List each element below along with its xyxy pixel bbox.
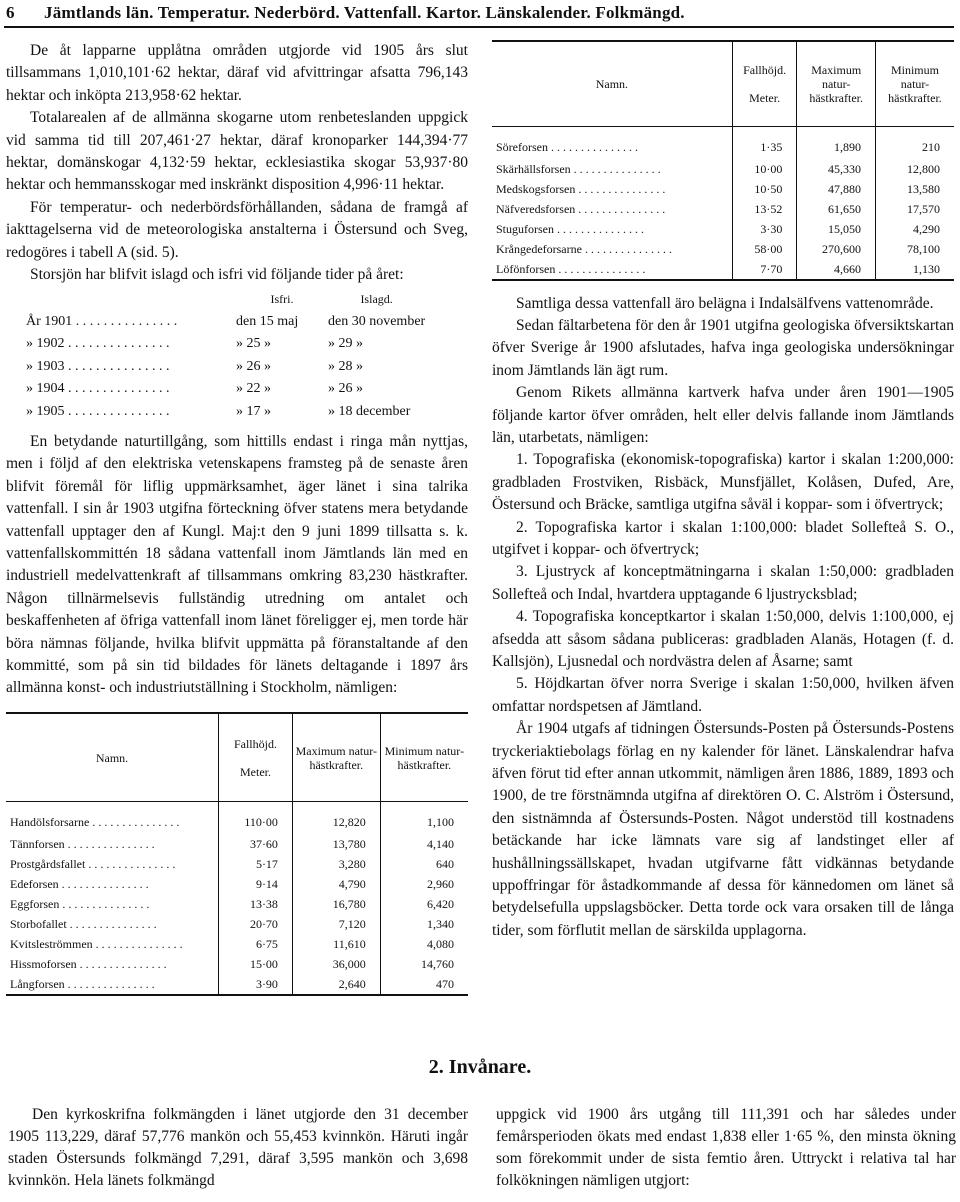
cell-name: Edeforsen [10, 877, 59, 892]
col-min: Minimum natur- hästkrafter. [875, 42, 954, 126]
ice-islagd: » 26 » [328, 381, 363, 397]
cell-name: Krångedeforsarne [496, 241, 582, 256]
cell-name: Långforsen [10, 977, 65, 992]
ice-isfri: » 25 » [236, 336, 271, 352]
bottom-right-column [496, 1104, 956, 1192]
ice-table [26, 288, 425, 422]
col-fall [219, 714, 293, 802]
cell-max: 15,050 [797, 219, 876, 239]
table-row [492, 219, 954, 239]
page-number: 6 [6, 3, 15, 22]
table-row [6, 934, 468, 954]
page-header [4, 2, 954, 28]
ice-row [26, 333, 425, 355]
cell-fall: 110·00 [219, 802, 293, 835]
waterfall-table-left [6, 712, 468, 997]
ice-table-header [26, 288, 425, 310]
cell-min: 470 [380, 974, 468, 994]
bottom-left-column [8, 1104, 468, 1192]
ice-isfri: » 26 » [236, 358, 271, 374]
col-fall-label: Fallhöjd. [233, 736, 277, 751]
col-name: Namn. [6, 714, 219, 802]
cell-fall: 10·50 [732, 179, 797, 199]
cell-fall: 58·00 [732, 239, 797, 259]
ice-isfri: » 17 » [236, 403, 271, 419]
paragraph-forest-areas: Totalarealen af de allmänna skogarne utom renbeteslanden uppgick vid samma tid till 207,461·27 hektar, däraf kronoparker 144,394·77 hektar, domänskogar 4,132·59 hektar, ecklesiastika skogar 53,937·80 hektar och hemmansskogar med inskränkt disposition 4,996·11 hektar. [6, 109, 468, 194]
cell-max: 16,780 [292, 894, 380, 914]
map-item: 2. Topografiska kartor i skalan 1:100,000: bladet Sollefteå S. O., utgifvet i koppar- och öfvertryck; [492, 518, 954, 558]
col-fall-unit: Meter. [239, 764, 271, 779]
waterfall-table [492, 42, 954, 279]
cell-min: 1,100 [380, 802, 468, 835]
paragraph-indalsalven: Samtliga dessa vattenfall äro belägna i Indalsälfvens vattenområde. [516, 294, 934, 312]
ice-row [26, 401, 425, 423]
cell-fall: 3·30 [732, 219, 797, 239]
cell-fall: 13·38 [219, 894, 293, 914]
table-row [492, 199, 954, 219]
cell-min: 12,800 [875, 159, 954, 179]
col-fall [732, 42, 797, 126]
paragraph-calendar: År 1904 utgafs af tidningen Östersunds-Posten på Östersunds-Postens tryckeriaktiebolags förlag en ny kalender för länet. Länskalendrar hafva äfven förut tid efter annan utkommit, nämligen åren 1886, 1889, 1893 och 1900, de tre förstnämnda utgifna af direktören O. C. Alström i Östersund, den sistnämnda af Östersunds-Posten. Något understöd till kostnadens betäckande har icke lämnats vare sig af landstinget eller af hushållningssällskapet, hvadan utgifvarne fått vidkännas betydande uppoffringar för åstadkommande af dessa för kännedomen om länet så betydelsefulla uppslagsböcker. Detta torde ock vara orsaken till de långa tider, som förflutit mellan de särskilda upplagorna. [492, 720, 954, 939]
ice-col-islagd: Islagd. [360, 292, 393, 307]
ice-col-isfri: Isfri. [270, 292, 294, 307]
cell-name: Kvitsleströmmen [10, 937, 93, 952]
cell-min: 6,420 [380, 894, 468, 914]
table-row [6, 874, 468, 894]
map-item: 4. Topografiska konceptkartor i skalan 1:50,000, delvis 1:100,000, ej afsedda att såsom sådana publiceras: gradbladen Alanäs, Hotagen (f. d. Kallsjön), Ljusnedal och nordvästra delen af Åsarne; samt [492, 608, 954, 670]
cell-min: 1,130 [875, 259, 954, 279]
cell-max: 3,280 [292, 854, 380, 874]
cell-fall: 5·17 [219, 854, 293, 874]
table-header [6, 714, 468, 802]
cell-fall: 6·75 [219, 934, 293, 954]
paragraph-temperature: För temperatur- och nederbördsförhållanden, sådana de framgå af iakttagelserna vid de meteorologiska anstalterna i Östersund och Sveg, redogöres i tabell A (sid. 5). [6, 198, 468, 261]
cell-min: 17,570 [875, 199, 954, 219]
ice-row [26, 311, 425, 333]
cell-name: Söreforsen [496, 139, 548, 154]
cell-name: Storbofallet [10, 917, 67, 932]
cell-max: 1,890 [797, 126, 876, 159]
cell-name: Prostgårdsfallet [10, 857, 86, 872]
table-row [6, 954, 468, 974]
ice-islagd: » 28 » [328, 358, 363, 374]
paragraph-storsjon: Storsjön har blifvit islagd och isfri vid följande tider på året: [30, 266, 404, 284]
cell-fall: 1·35 [732, 126, 797, 159]
paragraph-population: Den kyrkoskrifna folkmängden i länet utgjorde den 31 december 1905 113,229, däraf 57,776 mankön och 55,453 kvinnkön. Häruti ingår staden Östersunds folkmängd 7,291, däraf 3,595 mankön och 3,698 kvinnkön. Hela länets folkmängd [8, 1106, 468, 1189]
cell-name: Stuguforsen [496, 221, 554, 236]
ice-year: År 1901 [26, 313, 73, 329]
cell-max: 61,650 [797, 199, 876, 219]
section-title: 2. Invånare. [428, 1056, 532, 1078]
cell-name: Tännforsen [10, 837, 65, 852]
paragraph-geology: Sedan fältarbetena för den år 1901 utgifna geologiska öfversiktskartan öfver Sverige år 1900 afslutades, hafva inga geologiska undersökningar inom Jämtlands län ägt rum. [492, 316, 954, 379]
cell-name: Eggforsen [10, 897, 60, 912]
col-min: Minimum natur- hästkrafter. [380, 714, 468, 802]
cell-min: 640 [380, 854, 468, 874]
cell-max: 2,640 [292, 974, 380, 994]
col-fall-label: Fallhöjd. [743, 62, 787, 77]
ice-isfri: » 22 » [236, 381, 271, 397]
paragraph-maps: Genom Rikets allmänna kartverk hafva under åren 1901—1905 följande kartor öfver områden, helt eller delvis fallande inom Jämtlands län, utarbetats, nämligen: [492, 384, 954, 446]
cell-fall: 15·00 [219, 954, 293, 974]
cell-name: Hissmoforsen [10, 957, 77, 972]
table-row [492, 179, 954, 199]
cell-min: 1,340 [380, 914, 468, 934]
cell-name: Näfveredsforsen [496, 201, 576, 216]
cell-fall: 7·70 [732, 259, 797, 279]
ice-islagd: den 30 november [328, 313, 426, 329]
cell-min: 13,580 [875, 179, 954, 199]
col-name: Namn. [492, 42, 732, 126]
table-row [6, 802, 468, 835]
cell-max: 45,330 [797, 159, 876, 179]
waterfall-table-right [492, 40, 954, 281]
ice-row [26, 356, 425, 378]
table-row [492, 259, 954, 279]
cell-name: Skärhällsforsen [496, 161, 571, 176]
waterfall-table [6, 714, 468, 995]
cell-max: 13,780 [292, 834, 380, 854]
ice-islagd: » 29 » [328, 336, 363, 352]
ice-year: » 1905 [26, 403, 65, 419]
paragraph-lapp-areas: De åt lapparne upplåtna områden utgjorde vid 1905 års slut tillsammans 1,010,101·62 hektar, däraf vid afvittringar afsatta 796,143 hektar och inköpta 213,958·62 hektar. [6, 42, 468, 104]
ice-year: » 1904 [26, 381, 65, 397]
table-header [492, 42, 954, 126]
cell-max: 4,660 [797, 259, 876, 279]
col-max: Maximum natur- hästkrafter. [292, 714, 380, 802]
cell-max: 12,820 [292, 802, 380, 835]
table-row [492, 239, 954, 259]
table-row [6, 894, 468, 914]
ice-row [26, 378, 425, 400]
running-title: Jämtlands län. Temperatur. Nederbörd. Vattenfall. Kartor. Länskalender. Folkmängd. [44, 3, 685, 22]
cell-min: 78,100 [875, 239, 954, 259]
cell-max: 47,880 [797, 179, 876, 199]
col-fall-unit: Meter. [749, 90, 781, 105]
cell-min: 4,140 [380, 834, 468, 854]
col-max: Maximum natur- hästkrafter. [797, 42, 876, 126]
ice-isfri: den 15 maj [236, 313, 299, 329]
map-item: 3. Ljustryck af konceptmätningarna i skalan 1:50,000: gradbladen Sollefteå och Indal, hvartdera upptagande 6 ljustrycksblad; [492, 563, 954, 603]
cell-name: Löfönforsen [496, 261, 556, 276]
cell-max: 36,000 [292, 954, 380, 974]
cell-min: 2,960 [380, 874, 468, 894]
cell-max: 7,120 [292, 914, 380, 934]
cell-fall: 9·14 [219, 874, 293, 894]
table-row [6, 854, 468, 874]
right-column [492, 40, 954, 942]
table-row [6, 974, 468, 994]
cell-fall: 3·90 [219, 974, 293, 994]
table-row [6, 914, 468, 934]
cell-max: 4,790 [292, 874, 380, 894]
paragraph-waterfalls: En betydande naturtillgång, som hittills endast i ringa mån nyttjas, men i följd af den elektriska vetenskapens framsteg på de senaste åren blifvit föremål för liflig uppmärksamhet, äger länet i sina talrika vattenfall. I sin år 1903 utgifna förteckning öfver statens mera betydande vattenfall upptager den af Kungl. Maj:t den 9 juni 1899 tillsatta s. k. vattenfallskommittén 18 sådana vattenfall inom Jämtlands län med en industriell medelvattenkraft af tillsammans omkring 83,230 hästkrafter. Någon tillnärmelsevis fullständig utredning om antalet och beskaffenheten af öfriga vattenfall inom länet föreligger ej, men torde här böra nämnas följande, hvilka blifvit uppmätta på föranstaltande af den kommitté, som på sin tid bildades för länets deltagande i 1897 års allmänna konst- och industriutställning i Stockholm, nämligen: [6, 432, 468, 697]
paragraph-population-growth: uppgick vid 1900 års utgång till 111,391 och har således under femårsperioden ökats med endast 1,838 eller 1·65 %, den minsta ökning som förekommit under de sista femtio åren. Uttryckt i relativa tal har folkökningen nämligen utgjort: [496, 1106, 956, 1189]
ice-islagd: » 18 december [328, 403, 411, 419]
cell-min: 14,760 [380, 954, 468, 974]
table-row [492, 159, 954, 179]
table-row [6, 834, 468, 854]
left-column [6, 40, 468, 996]
map-item: 5. Höjdkartan öfver norra Sverige i skalan 1:50,000, hvilken äfven omfattar nordspetsen af Jämtland. [492, 675, 954, 715]
cell-fall: 13·52 [732, 199, 797, 219]
cell-min: 4,290 [875, 219, 954, 239]
cell-min: 210 [875, 126, 954, 159]
cell-name: Handölsforsarne [10, 815, 90, 830]
cell-fall: 10·00 [732, 159, 797, 179]
map-item: 1. Topografiska (ekonomisk-topografiska) kartor i skalan 1:200,000: gradbladen Frostviken, Risbäck, Munsfjället, Kolåsen, Dufed, Are, Östersund och Bräcke, samtliga utgifna såväl i koppar- som i öfvertryck; [492, 451, 954, 514]
cell-name: Medskogsforsen [496, 181, 576, 196]
ice-year: » 1902 [26, 336, 65, 352]
cell-max: 270,600 [797, 239, 876, 259]
cell-fall: 37·60 [219, 834, 293, 854]
cell-min: 4,080 [380, 934, 468, 954]
cell-max: 11,610 [292, 934, 380, 954]
cell-fall: 20·70 [219, 914, 293, 934]
ice-year: » 1903 [26, 358, 65, 374]
table-row [492, 126, 954, 159]
